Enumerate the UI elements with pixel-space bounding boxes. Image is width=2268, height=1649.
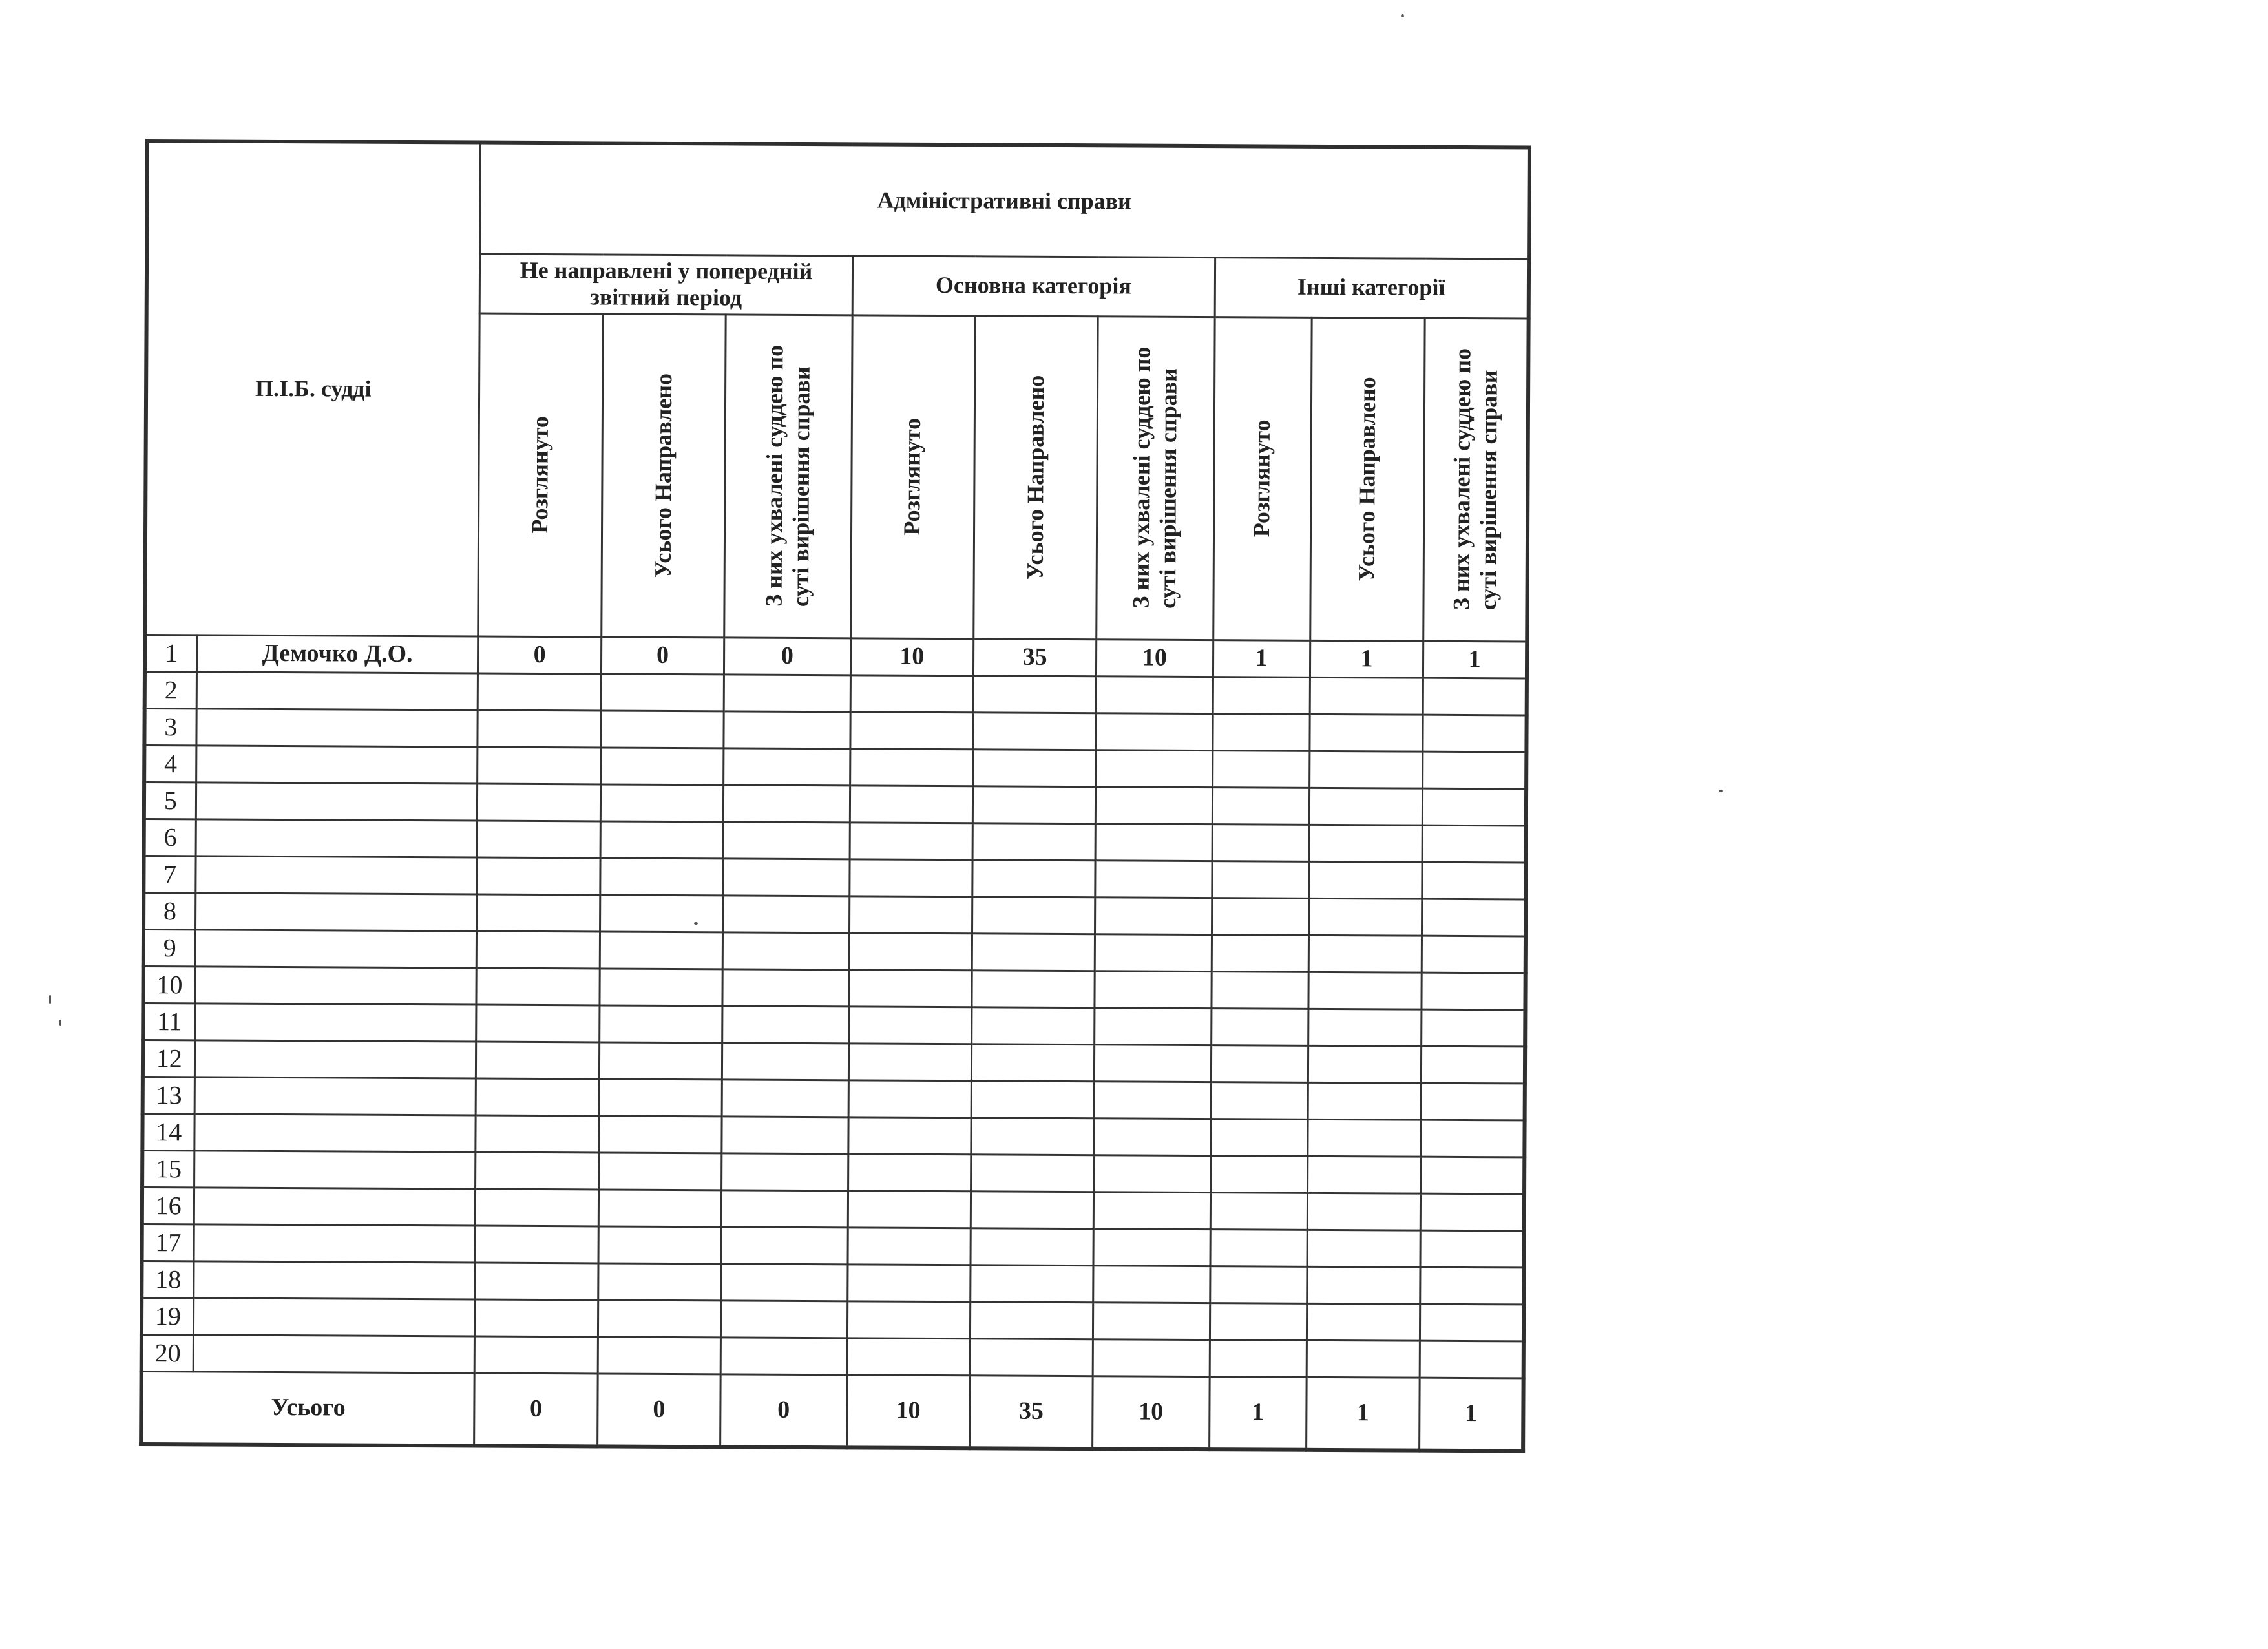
value-cell <box>1307 1230 1421 1267</box>
column-header-label: Розглянуто <box>899 417 926 536</box>
judge-name-cell <box>196 671 478 709</box>
scan-speck <box>1401 14 1404 17</box>
value-cell <box>1096 713 1213 750</box>
judge-name-header: П.І.Б. судді <box>145 141 481 636</box>
value-cell <box>1210 1119 1308 1156</box>
value-cell <box>1094 1081 1211 1119</box>
value-cell <box>1308 1082 1422 1120</box>
value-cell <box>1422 899 1526 936</box>
value-cell <box>1422 1009 1526 1047</box>
value-cell <box>849 932 972 970</box>
value-cell <box>599 1078 722 1116</box>
value-cell <box>1211 1045 1308 1082</box>
row-number: 16 <box>142 1187 194 1224</box>
table-row <box>143 1077 1525 1120</box>
value-cell <box>475 1336 598 1374</box>
row-number: 2 <box>145 671 196 708</box>
value-cell <box>1309 861 1423 899</box>
value-cell <box>972 859 1096 897</box>
value-cell: 35 <box>973 638 1097 676</box>
total-cell: 0 <box>720 1374 847 1447</box>
value-cell: 10 <box>1097 639 1213 677</box>
value-cell <box>476 1152 599 1190</box>
table-row <box>142 1150 1524 1193</box>
value-cell <box>1095 1007 1212 1045</box>
row-number: 15 <box>142 1150 194 1187</box>
value-cell <box>1420 1193 1524 1231</box>
value-cell <box>1421 1120 1525 1157</box>
value-cell <box>970 1338 1093 1376</box>
value-cell <box>476 1189 599 1226</box>
value-cell <box>477 894 600 932</box>
value-cell: 0 <box>724 637 851 675</box>
value-cell <box>848 1153 971 1191</box>
table-row <box>145 635 1527 678</box>
value-cell <box>848 1190 971 1228</box>
row-number: 7 <box>143 856 195 892</box>
column-header-decided-on-merits <box>1423 318 1529 642</box>
value-cell <box>1095 823 1212 861</box>
judge-name-cell <box>193 1334 475 1372</box>
value-cell <box>1420 1341 1524 1378</box>
value-cell <box>600 784 724 821</box>
row-number: 11 <box>143 1003 194 1040</box>
value-cell <box>1420 1230 1524 1268</box>
value-cell <box>1308 935 1422 972</box>
value-cell <box>1211 1008 1308 1045</box>
value-cell <box>1310 677 1423 715</box>
judge-name-cell <box>194 1224 476 1262</box>
value-cell <box>722 932 849 969</box>
value-cell <box>972 823 1096 860</box>
judge-name-cell <box>195 892 477 930</box>
value-cell <box>723 784 850 822</box>
judge-name-cell <box>193 1297 475 1336</box>
value-cell <box>1213 677 1310 714</box>
table-row <box>143 892 1526 936</box>
row-number: 17 <box>142 1224 194 1261</box>
table-row <box>142 1334 1524 1378</box>
value-cell: 10 <box>850 638 974 675</box>
value-cell <box>1422 936 1526 973</box>
judge-name-cell <box>194 1150 476 1188</box>
value-cell <box>724 748 850 785</box>
value-cell <box>477 931 600 969</box>
table-row <box>144 782 1526 825</box>
value-cell <box>1212 824 1310 861</box>
value-cell <box>1212 934 1309 972</box>
table-row <box>142 1113 1524 1157</box>
total-cell: 1 <box>1209 1376 1307 1449</box>
value-cell <box>1421 1157 1525 1194</box>
value-cell <box>849 859 972 896</box>
total-cell: 0 <box>474 1373 598 1446</box>
value-cell <box>600 747 724 784</box>
value-cell: 1 <box>1213 640 1310 677</box>
value-cell <box>848 1006 972 1044</box>
value-cell <box>1211 971 1308 1009</box>
value-cell <box>1421 1046 1525 1084</box>
group-header-main-category: Основна категорія <box>852 255 1215 317</box>
column-header-label: Усього Направлено <box>649 373 677 578</box>
row-number: 4 <box>144 745 196 782</box>
value-cell <box>1307 1303 1420 1341</box>
value-cell <box>601 710 724 748</box>
value-cell <box>476 1078 600 1116</box>
value-cell <box>1310 714 1423 751</box>
total-cell: 1 <box>1306 1377 1420 1450</box>
value-cell <box>722 1079 848 1117</box>
value-cell <box>598 1336 721 1374</box>
column-header-label: Усього Направлено <box>1022 375 1049 580</box>
scan-speck <box>59 1020 61 1026</box>
value-cell <box>600 931 723 969</box>
judge-name-cell <box>194 1003 476 1041</box>
value-cell <box>722 969 849 1006</box>
value-cell <box>1420 1304 1524 1341</box>
value-cell <box>972 1007 1095 1044</box>
value-cell <box>1210 1155 1308 1193</box>
value-cell <box>723 895 850 932</box>
value-cell <box>1308 898 1422 936</box>
column-header-decided-on-merits <box>1097 316 1215 640</box>
value-cell <box>1210 1229 1308 1266</box>
value-cell <box>599 1042 722 1079</box>
value-cell <box>1212 713 1310 751</box>
table-body <box>142 635 1528 1378</box>
value-cell <box>724 711 850 748</box>
column-header-label: Розглянуто <box>527 416 554 534</box>
value-cell <box>599 1005 722 1042</box>
value-cell <box>478 747 601 784</box>
value-cell <box>972 749 1096 786</box>
value-cell <box>970 1301 1093 1339</box>
total-row <box>141 1371 1524 1451</box>
judge-name-cell <box>194 1113 476 1151</box>
group-header-not-sent-previous-period: Не направлені у попередній звітний період <box>480 254 852 315</box>
table-row <box>143 856 1526 899</box>
value-cell <box>1094 1118 1211 1155</box>
value-cell <box>971 1117 1095 1155</box>
row-number: 14 <box>142 1113 194 1150</box>
value-cell <box>1094 1155 1211 1192</box>
row-number: 5 <box>144 782 196 819</box>
value-cell <box>600 857 724 895</box>
value-cell <box>971 1044 1095 1081</box>
value-cell <box>1210 1266 1307 1303</box>
value-cell: 1 <box>1423 641 1528 678</box>
value-cell <box>475 1299 598 1337</box>
value-cell <box>601 673 724 711</box>
total-cell: 10 <box>1093 1376 1210 1449</box>
row-number: 12 <box>143 1040 194 1077</box>
value-cell <box>1093 1302 1210 1339</box>
judge-name-cell: Демочко Д.О. <box>196 635 478 673</box>
value-cell <box>848 969 972 1007</box>
scan-speck <box>1719 790 1723 792</box>
value-cell <box>1211 1082 1308 1119</box>
value-cell <box>848 1080 972 1117</box>
value-cell <box>972 896 1095 934</box>
value-cell <box>1307 1266 1420 1304</box>
row-number: 1 <box>145 635 196 671</box>
value-cell <box>850 822 973 859</box>
value-cell <box>720 1337 847 1374</box>
value-cell <box>478 710 601 748</box>
value-cell <box>850 711 973 749</box>
value-cell <box>476 1042 600 1079</box>
table-row <box>143 1040 1525 1083</box>
value-cell <box>476 1005 600 1042</box>
value-cell <box>1422 862 1526 899</box>
value-cell <box>850 675 974 712</box>
value-cell <box>850 785 973 823</box>
administrative-cases-header: Адміністративні справи <box>480 143 1529 259</box>
row-number: 6 <box>144 819 196 856</box>
value-cell <box>600 821 724 858</box>
value-cell <box>847 1338 971 1375</box>
value-cell <box>1095 860 1212 898</box>
row-number: 8 <box>143 892 195 929</box>
value-cell: 0 <box>601 636 724 674</box>
table-row <box>142 1187 1524 1230</box>
value-cell <box>848 1227 971 1265</box>
judge-name-cell <box>195 856 477 894</box>
column-header-total-sent <box>1310 317 1425 641</box>
scan-speck <box>49 995 51 1004</box>
value-cell <box>723 821 850 859</box>
table-row <box>142 1297 1524 1341</box>
value-cell <box>476 1115 599 1153</box>
value-cell: 0 <box>478 636 602 674</box>
value-cell <box>598 1189 722 1226</box>
judge-name-cell <box>194 1077 476 1115</box>
value-cell <box>1307 1193 1421 1230</box>
value-cell <box>600 968 723 1005</box>
table-row <box>145 671 1527 715</box>
column-header-considered <box>478 313 603 637</box>
value-cell <box>600 894 723 932</box>
total-cell: 1 <box>1420 1378 1524 1451</box>
value-cell <box>598 1152 722 1190</box>
column-header-considered <box>1213 317 1312 640</box>
value-cell <box>849 896 972 933</box>
value-cell <box>1420 1267 1524 1305</box>
value-cell <box>1093 1265 1210 1303</box>
value-cell <box>1210 1339 1307 1377</box>
value-cell <box>722 1153 848 1190</box>
value-cell <box>721 1300 848 1338</box>
value-cell <box>1423 678 1527 715</box>
value-cell <box>1422 825 1526 863</box>
value-cell <box>1421 1083 1525 1120</box>
judge-name-cell <box>194 1040 476 1078</box>
value-cell <box>722 1005 849 1043</box>
table-row <box>143 966 1525 1009</box>
value-cell <box>721 1190 848 1227</box>
value-cell <box>1423 751 1527 789</box>
value-cell <box>1308 1045 1422 1083</box>
value-cell <box>973 675 1097 713</box>
value-cell <box>1307 1156 1421 1193</box>
row-number: 18 <box>142 1261 193 1297</box>
value-cell <box>598 1299 721 1337</box>
column-header-decided-on-merits <box>724 314 852 638</box>
value-cell <box>598 1263 722 1300</box>
value-cell <box>1422 972 1526 1010</box>
total-label: Усього <box>141 1371 474 1445</box>
value-cell <box>847 1264 971 1301</box>
value-cell <box>476 968 600 1005</box>
value-cell <box>1210 1303 1307 1340</box>
value-cell <box>1093 1339 1210 1376</box>
value-cell <box>850 748 973 786</box>
row-number: 13 <box>143 1077 194 1113</box>
total-cell: 0 <box>597 1373 720 1446</box>
value-cell <box>971 1228 1094 1265</box>
judge-name-cell <box>193 1261 475 1299</box>
administrative-cases-report-table <box>139 139 1531 1453</box>
value-cell <box>1308 1009 1422 1046</box>
value-cell <box>1096 786 1213 824</box>
table-row <box>143 1003 1525 1046</box>
judge-name-cell <box>194 1187 476 1225</box>
value-cell <box>1212 898 1309 935</box>
column-header-considered <box>850 315 975 638</box>
row-number: 20 <box>142 1334 193 1371</box>
group-header-other-categories: Інші категорії <box>1215 257 1529 318</box>
value-cell <box>971 1080 1095 1118</box>
column-header-label: З них ухвалені суддею по суті вирішення справи <box>761 345 815 607</box>
column-header-total-sent <box>974 315 1098 639</box>
value-cell <box>1309 788 1423 825</box>
table-row <box>143 929 1526 972</box>
value-cell <box>1095 897 1212 934</box>
value-cell <box>598 1226 722 1263</box>
total-cell: 35 <box>969 1375 1093 1448</box>
judge-name-cell <box>195 929 477 967</box>
row-number: 3 <box>144 708 196 745</box>
row-number: 19 <box>142 1297 193 1334</box>
value-cell <box>1210 1192 1308 1230</box>
value-cell <box>971 1154 1094 1192</box>
value-cell <box>723 858 850 896</box>
value-cell <box>475 1226 598 1263</box>
value-cell <box>722 1116 848 1153</box>
value-cell <box>1093 1192 1210 1229</box>
value-cell <box>1308 1119 1422 1157</box>
value-cell <box>972 970 1095 1007</box>
table-row <box>142 1224 1524 1267</box>
value-cell <box>1095 934 1212 971</box>
table-row <box>142 1261 1524 1304</box>
value-cell <box>722 1042 849 1080</box>
value-cell <box>1307 1340 1420 1378</box>
value-cell <box>847 1301 971 1338</box>
value-cell <box>1096 676 1213 713</box>
value-cell <box>848 1117 971 1154</box>
column-header-label: З них ухвалені суддею по суті вирішення справи <box>1128 346 1182 609</box>
value-cell <box>599 1115 722 1153</box>
value-cell <box>721 1263 848 1301</box>
value-cell <box>972 786 1096 823</box>
judge-name-cell <box>196 819 478 857</box>
table-row <box>144 708 1526 751</box>
value-cell <box>1422 788 1526 826</box>
table-row <box>144 819 1526 862</box>
value-cell <box>1095 1044 1212 1082</box>
table-row <box>144 745 1526 788</box>
value-cell <box>1096 750 1213 787</box>
value-cell <box>478 784 601 821</box>
value-cell <box>477 857 600 895</box>
value-cell <box>1309 751 1423 788</box>
value-cell <box>478 821 601 858</box>
judge-name-cell <box>196 708 478 746</box>
value-cell <box>971 1265 1094 1302</box>
column-header-total-sent <box>602 313 726 637</box>
value-cell: 1 <box>1310 640 1423 678</box>
column-header-label: З них ухвалені суддею по суті вирішення справи <box>1448 348 1502 611</box>
value-cell <box>1095 971 1212 1008</box>
value-cell <box>1309 824 1423 862</box>
value-cell <box>971 1191 1094 1228</box>
column-header-label: Розглянуто <box>1248 419 1276 538</box>
value-cell <box>478 673 602 711</box>
judge-name-cell <box>196 745 478 783</box>
value-cell <box>1212 750 1310 788</box>
value-cell <box>848 1043 972 1080</box>
value-cell <box>1093 1228 1210 1266</box>
judge-name-cell <box>196 782 478 820</box>
value-cell <box>1212 861 1309 898</box>
value-cell <box>1308 972 1422 1009</box>
column-header-label: Усього Направлено <box>1353 377 1381 582</box>
value-cell <box>721 1226 848 1264</box>
value-cell <box>475 1263 598 1300</box>
judge-name-cell <box>195 966 477 1004</box>
value-cell <box>973 712 1097 750</box>
value-cell <box>972 933 1095 971</box>
value-cell <box>1212 787 1310 824</box>
row-number: 9 <box>143 929 195 966</box>
value-cell <box>1423 715 1527 752</box>
value-cell <box>724 674 850 711</box>
total-cell: 10 <box>846 1374 970 1447</box>
row-number: 10 <box>143 966 194 1003</box>
